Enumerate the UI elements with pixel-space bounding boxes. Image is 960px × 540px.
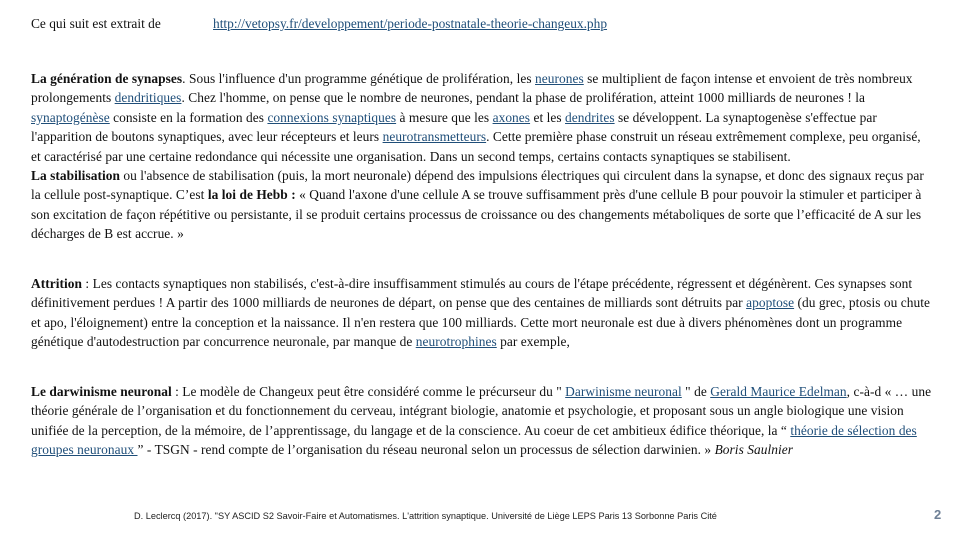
bold-term: la loi de Hebb : (207, 187, 296, 203)
hyperlink[interactable]: Gerald Maurice Edelman (710, 384, 847, 399)
source-lead-text: Ce qui suit est extrait de (31, 16, 161, 31)
hyperlink[interactable]: axones (492, 109, 531, 125)
bold-term: Attrition (31, 276, 83, 291)
body-text: « Quand l'axone d'une cellule A se trouve suffisamment près d'une cellule B pour pouvoir la stimuler et participer à son excitation de façon répétitive ou persistante, il se produit certains processus de croissance ou des changements métaboliques de sorte que l’efficacité de A sur les décharges de B est accrue. » (31, 187, 922, 242)
hyperlink[interactable]: neurotrophines (415, 334, 497, 350)
hyperlink[interactable]: synaptogénèse (31, 109, 110, 125)
author-name: Boris Saulnier (714, 442, 794, 458)
bold-term: Le darwinisme neuronal (31, 384, 172, 399)
body-text: . Cette première phase construit un réseau extrêmement complexe, peu organisé, et caractérisé par une certaine redondance qui nécessite une organisation. Dans un second temps, certains contacts synaptiques se stabilisent. (31, 129, 921, 164)
body-text: ou l'absence de stabilisation (puis, la mort neuronale) dépend des impulsions électriques qui circulent dans la synapse, et donc des signaux reçus par la cellule post-synaptique. C’est (31, 168, 924, 203)
body-text: se multiplient de façon intense et envoient de très nombreux prolongements (31, 71, 913, 106)
body-text: . Sous l'influence d'un programme génétique de prolifération, les (182, 71, 536, 86)
hyperlink[interactable]: apoptose (746, 295, 795, 311)
paragraph-generation-stabilisation (31, 69, 933, 244)
body-text: (du grec, ptosis ou chute et apo, l'éloignement) entre la conception et la naissance. Il n'en restera que 100 milliards. Cette mort neuronale est due à divers phénomènes dont un programme génétique d'autodestruction par concurrence neuronale, par manque de (31, 295, 931, 350)
hyperlink[interactable]: dendrites (565, 109, 615, 125)
source-line (31, 16, 608, 32)
source-url-link[interactable]: http://vetopsy.fr/developpement/periode-postnatale-theorie-changeux.php (213, 16, 608, 31)
paragraph-darwinisme (31, 382, 933, 460)
body-text: se développent. La synaptogenèse s'effectue par l'apparition de boutons synaptiques, avec leur récepteurs et leurs (31, 109, 877, 145)
body-text: " de (681, 384, 711, 399)
paragraph-attrition (31, 274, 933, 352)
body-text: consiste en la formation des (109, 109, 268, 125)
body-text: : Le modèle de Changeux peut être considéré comme le précurseur du " (171, 384, 566, 399)
page-number: 2 (934, 507, 942, 522)
footer-citation: D. Leclercq (2017). "SY ASCID S2 Savoir-Faire et Automatismes. L'attrition synaptique. Université de Liège LEPS Paris 13 Sorbonne Paris Cité (134, 511, 717, 521)
hyperlink[interactable]: connexions synaptiques (267, 109, 397, 125)
hyperlink[interactable]: neurotransmetteurs (382, 129, 487, 145)
hyperlink[interactable]: Darwinisme neuronal (565, 384, 682, 399)
body-text: , c-à-d « … une théorie générale de l’organisation et du fonctionnement du cerveau, intégrant biologie, anatomie et psychologie, et proposant sous un angle biologique une vision unifiée de la perception, de la mémoire, de l’apprentissage, du langage et de la conscience. Au coeur de cet ambitieux édifice théorique, la “ (31, 384, 932, 438)
body-text: ” - TSGN - rend compte de l’organisation du réseau neuronal selon un processus de sélection darwinien. » (137, 442, 715, 458)
hyperlink[interactable]: neurones (535, 71, 584, 86)
bold-term: La génération de synapses (31, 71, 183, 86)
hyperlink[interactable]: dendritiques (114, 90, 182, 106)
hyperlink[interactable]: théorie de sélection des groupes neuronaux (31, 422, 917, 458)
body-text: : Les contacts synaptiques non stabilisés, c'est-à-dire insuffisamment stimulés au cours de l'étape précédente, régressent et dégénèrent. Ces synapses sont définitivement perdues ! A partir des 1000 milliards de neurones de départ, on pense que des centaines de milliards sont détruits par (31, 276, 913, 311)
body-text: . Chez l'homme, on pense que le nombre de neurones, pendant la phase de prolifération, atteint 1000 milliards de neurones ! la (181, 90, 866, 106)
bold-term: La stabilisation (31, 168, 120, 184)
body-text: à mesure que les (396, 109, 493, 125)
body-text: par exemple, (496, 334, 570, 350)
body-text: et les (530, 109, 566, 125)
